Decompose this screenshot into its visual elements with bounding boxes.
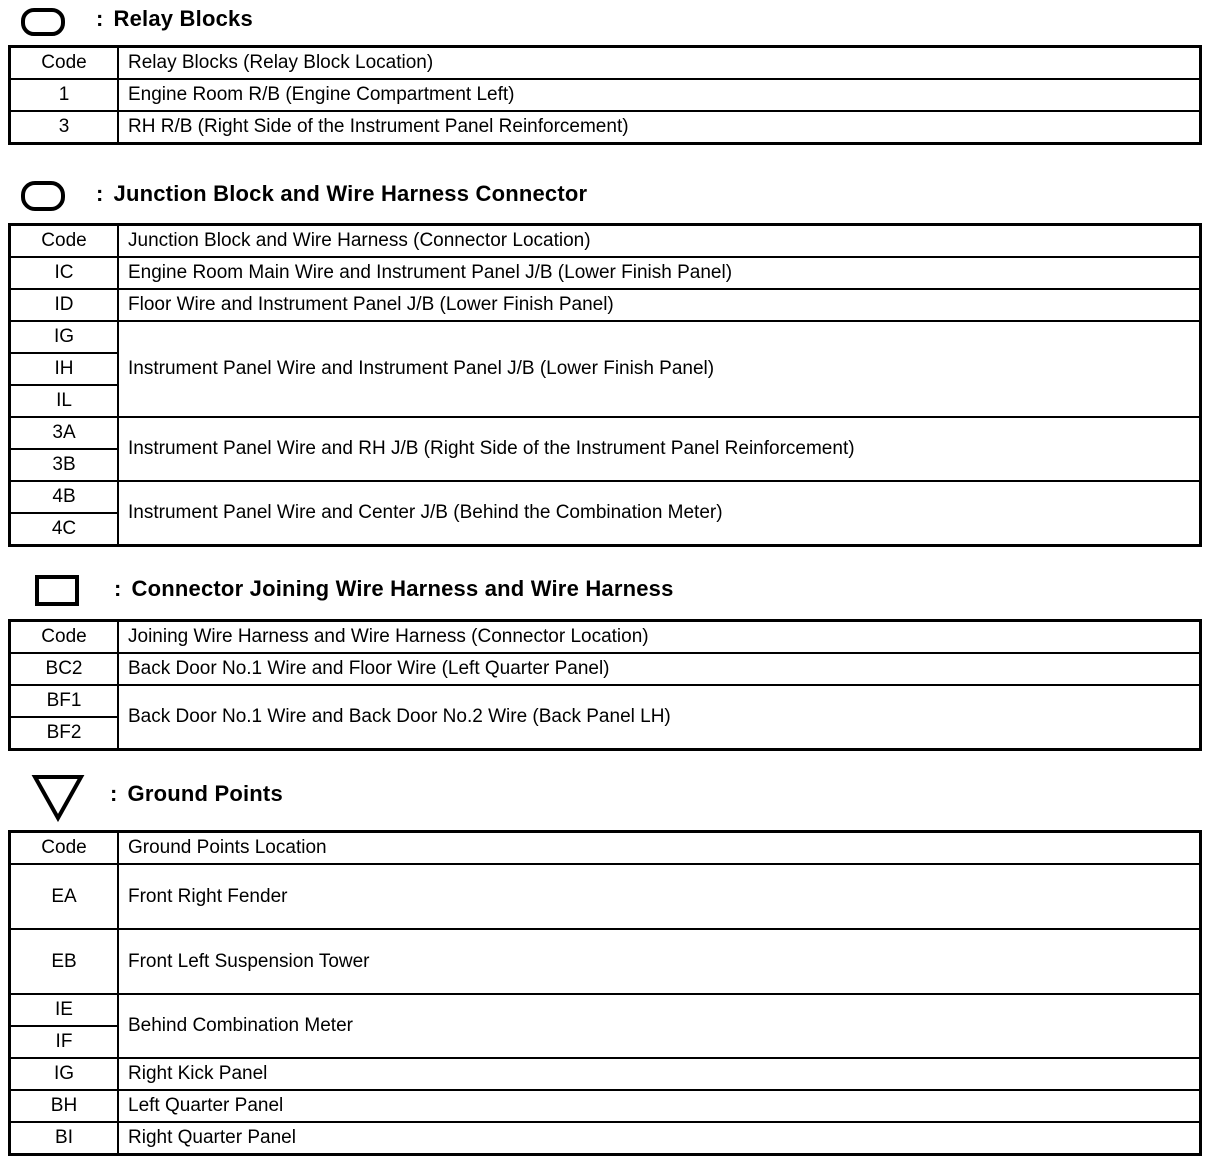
description-cell: Instrument Panel Wire and Instrument Panel J/B (Lower Finish Panel) bbox=[118, 321, 1201, 417]
table-row bbox=[10, 289, 1201, 321]
code-cell: 3 bbox=[10, 111, 119, 144]
description-cell: Engine Room Main Wire and Instrument Panel J/B (Lower Finish Panel) bbox=[118, 257, 1201, 289]
code-cell: IH bbox=[10, 353, 119, 385]
table-header-row bbox=[10, 225, 1201, 258]
code-cell: 1 bbox=[10, 79, 119, 111]
description-cell: RH R/B (Right Side of the Instrument Panel Reinforcement) bbox=[118, 111, 1201, 144]
ground-points-table bbox=[8, 830, 1202, 1156]
code-cell: BC2 bbox=[10, 653, 119, 685]
rounded-rectangle-icon bbox=[20, 179, 68, 213]
table-row bbox=[10, 929, 1201, 994]
table-row bbox=[10, 111, 1201, 144]
square-icon bbox=[34, 574, 82, 608]
table-row bbox=[10, 1090, 1201, 1122]
connector-joining-table bbox=[8, 619, 1202, 751]
table-header-row bbox=[10, 621, 1201, 654]
heading-colon: : bbox=[110, 781, 118, 806]
code-cell: BF1 bbox=[10, 685, 119, 717]
code-cell: ID bbox=[10, 289, 119, 321]
relay-blocks-section bbox=[0, 0, 1216, 150]
code-header: Code bbox=[10, 225, 119, 258]
description-cell: Front Right Fender bbox=[118, 864, 1201, 929]
code-cell: IE bbox=[10, 994, 119, 1026]
section-heading bbox=[114, 576, 674, 602]
code-cell: EA bbox=[10, 864, 119, 929]
code-cell: EB bbox=[10, 929, 119, 994]
description-cell: Front Left Suspension Tower bbox=[118, 929, 1201, 994]
code-header: Code bbox=[10, 47, 119, 80]
junction-block-table bbox=[8, 223, 1202, 547]
code-cell: IG bbox=[10, 1058, 119, 1090]
description-cell: Back Door No.1 Wire and Back Door No.2 Wire (Back Panel LH) bbox=[118, 685, 1201, 750]
code-cell: BF2 bbox=[10, 717, 119, 750]
table-row bbox=[10, 257, 1201, 289]
code-cell: BI bbox=[10, 1122, 119, 1155]
code-cell: IL bbox=[10, 385, 119, 417]
junction-block-section bbox=[0, 175, 1216, 560]
heading-text: Connector Joining Wire Harness and Wire Harness bbox=[131, 576, 674, 601]
table-row bbox=[10, 417, 1201, 449]
table-row bbox=[10, 1122, 1201, 1155]
table-header-row bbox=[10, 832, 1201, 865]
code-cell: 4B bbox=[10, 481, 119, 513]
code-header: Code bbox=[10, 621, 119, 654]
description-header: Joining Wire Harness and Wire Harness (Connector Location) bbox=[118, 621, 1201, 654]
table-header-row bbox=[10, 47, 1201, 80]
code-cell: BH bbox=[10, 1090, 119, 1122]
code-cell: 4C bbox=[10, 513, 119, 546]
description-header: Junction Block and Wire Harness (Connector Location) bbox=[118, 225, 1201, 258]
description-cell: Behind Combination Meter bbox=[118, 994, 1201, 1058]
table-row bbox=[10, 994, 1201, 1026]
ground-points-section bbox=[0, 768, 1216, 1174]
code-header: Code bbox=[10, 832, 119, 865]
table-row bbox=[10, 1058, 1201, 1090]
code-cell: IC bbox=[10, 257, 119, 289]
table-row bbox=[10, 79, 1201, 111]
description-cell: Instrument Panel Wire and Center J/B (Behind the Combination Meter) bbox=[118, 481, 1201, 546]
heading-colon: : bbox=[96, 6, 104, 31]
table-row bbox=[10, 864, 1201, 929]
code-cell: 3A bbox=[10, 417, 119, 449]
description-header: Relay Blocks (Relay Block Location) bbox=[118, 47, 1201, 80]
heading-text: Relay Blocks bbox=[113, 6, 253, 31]
description-cell: Right Kick Panel bbox=[118, 1058, 1201, 1090]
description-cell: Instrument Panel Wire and RH J/B (Right Side of the Instrument Panel Reinforcement) bbox=[118, 417, 1201, 481]
relay-blocks-table bbox=[8, 45, 1202, 145]
code-cell: IF bbox=[10, 1026, 119, 1058]
heading-colon: : bbox=[96, 181, 104, 206]
section-heading bbox=[110, 781, 283, 807]
description-cell: Back Door No.1 Wire and Floor Wire (Left Quarter Panel) bbox=[118, 653, 1201, 685]
triangle-down-icon bbox=[30, 772, 86, 822]
table-row bbox=[10, 321, 1201, 353]
description-header: Ground Points Location bbox=[118, 832, 1201, 865]
description-cell: Engine Room R/B (Engine Compartment Left) bbox=[118, 79, 1201, 111]
description-cell: Left Quarter Panel bbox=[118, 1090, 1201, 1122]
description-cell: Right Quarter Panel bbox=[118, 1122, 1201, 1155]
table-row bbox=[10, 653, 1201, 685]
table-row bbox=[10, 481, 1201, 513]
heading-text: Ground Points bbox=[127, 781, 283, 806]
code-cell: IG bbox=[10, 321, 119, 353]
code-cell: 3B bbox=[10, 449, 119, 481]
section-heading bbox=[96, 6, 253, 32]
heading-colon: : bbox=[114, 576, 122, 601]
section-heading bbox=[96, 181, 587, 207]
rounded-rectangle-icon bbox=[20, 6, 68, 38]
connector-joining-section bbox=[0, 568, 1216, 758]
description-cell: Floor Wire and Instrument Panel J/B (Lower Finish Panel) bbox=[118, 289, 1201, 321]
heading-text: Junction Block and Wire Harness Connector bbox=[113, 181, 588, 206]
table-row bbox=[10, 685, 1201, 717]
